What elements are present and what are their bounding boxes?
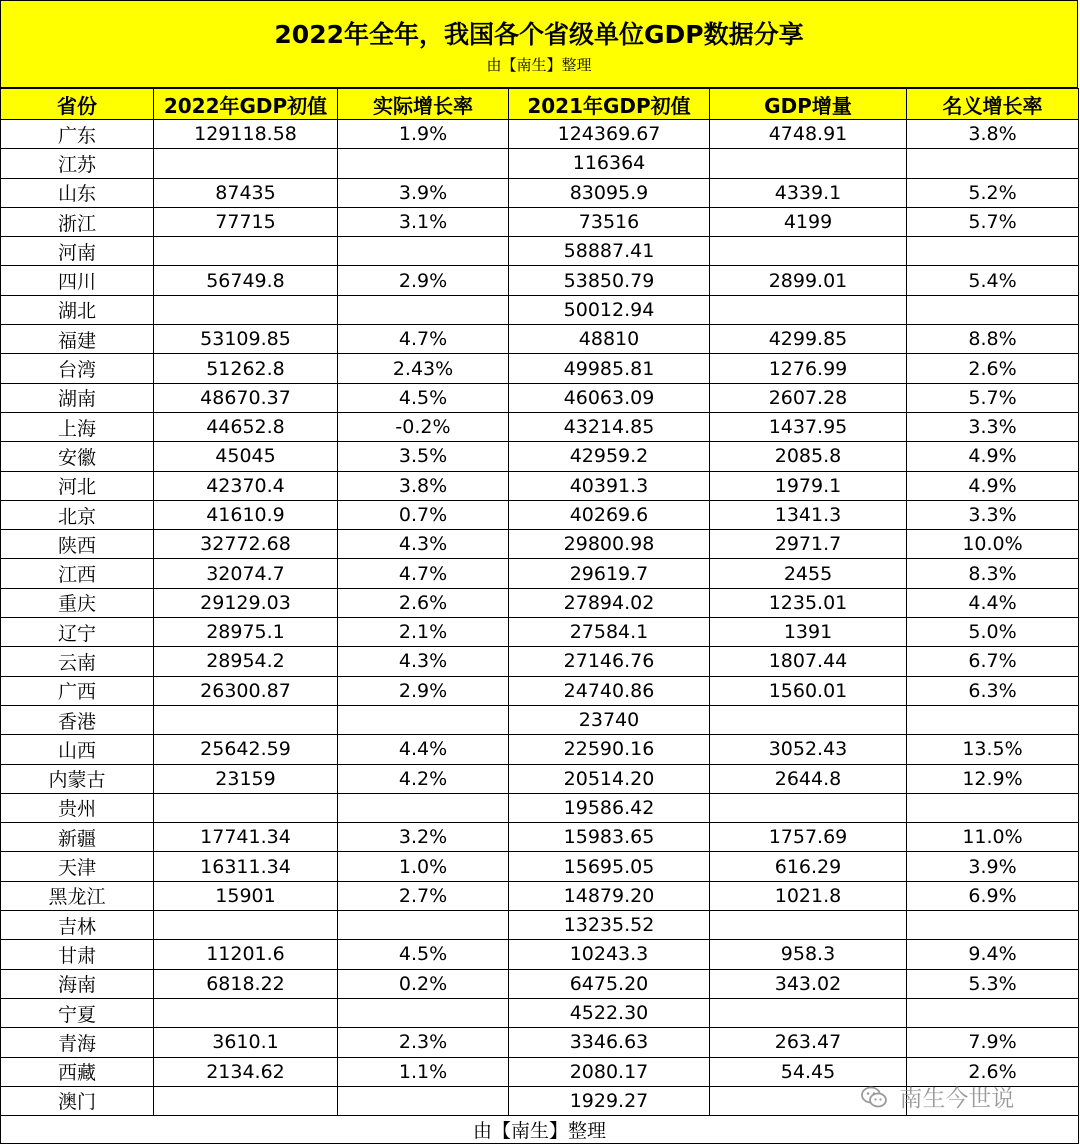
cell-nominal-growth <box>907 295 1079 324</box>
cell-province: 上海 <box>1 412 154 441</box>
cell-real-growth: 2.6% <box>338 588 509 617</box>
cell-nominal-growth: 9.4% <box>907 940 1079 969</box>
table-row <box>1 1028 1079 1057</box>
cell-gdp-2021: 13235.52 <box>509 911 710 940</box>
cell-gdp-2022 <box>154 793 338 822</box>
cell-gdp-increase: 1391 <box>710 618 907 647</box>
cell-gdp-2022 <box>154 705 338 734</box>
cell-nominal-growth: 8.3% <box>907 559 1079 588</box>
cell-gdp-increase <box>710 705 907 734</box>
cell-province: 云南 <box>1 647 154 676</box>
cell-gdp-2022 <box>154 149 338 178</box>
cell-gdp-2022: 6818.22 <box>154 969 338 998</box>
cell-gdp-2021: 22590.16 <box>509 735 710 764</box>
watermark <box>860 1080 1014 1115</box>
cell-province: 西藏 <box>1 1057 154 1086</box>
cell-gdp-increase: 616.29 <box>710 852 907 881</box>
table-row <box>1 881 1079 910</box>
cell-nominal-growth <box>907 237 1079 266</box>
cell-real-growth: 4.7% <box>338 325 509 354</box>
cell-nominal-growth <box>907 705 1079 734</box>
cell-real-growth: 2.3% <box>338 1028 509 1057</box>
column-header-gdp-2021: 2021年GDP初值 <box>509 89 710 120</box>
cell-real-growth: 3.1% <box>338 207 509 236</box>
cell-real-growth: 1.1% <box>338 1057 509 1086</box>
cell-province: 重庆 <box>1 588 154 617</box>
cell-gdp-increase: 343.02 <box>710 969 907 998</box>
cell-real-growth: 2.9% <box>338 266 509 295</box>
page-subtitle: 由【南生】整理 <box>486 56 592 74</box>
cell-real-growth <box>338 793 509 822</box>
cell-province: 广西 <box>1 676 154 705</box>
table-row <box>1 618 1079 647</box>
cell-province: 香港 <box>1 705 154 734</box>
cell-real-growth: 4.7% <box>338 559 509 588</box>
cell-gdp-2022: 28975.1 <box>154 618 338 647</box>
cell-nominal-growth <box>907 911 1079 940</box>
cell-nominal-growth: 5.4% <box>907 266 1079 295</box>
cell-province: 天津 <box>1 852 154 881</box>
cell-gdp-2021: 29800.98 <box>509 530 710 559</box>
cell-province: 河北 <box>1 471 154 500</box>
wechat-icon <box>860 1085 888 1115</box>
cell-gdp-2022 <box>154 237 338 266</box>
cell-gdp-2021: 15695.05 <box>509 852 710 881</box>
cell-province: 山东 <box>1 178 154 207</box>
cell-real-growth: 4.2% <box>338 764 509 793</box>
cell-gdp-2022: 29129.03 <box>154 588 338 617</box>
cell-nominal-growth: 3.3% <box>907 500 1079 529</box>
cell-province: 陕西 <box>1 530 154 559</box>
cell-gdp-2022: 87435 <box>154 178 338 207</box>
cell-nominal-growth: 3.3% <box>907 412 1079 441</box>
cell-gdp-2022: 11201.6 <box>154 940 338 969</box>
cell-province: 甘肃 <box>1 940 154 969</box>
cell-real-growth: 3.9% <box>338 178 509 207</box>
cell-gdp-2021: 48810 <box>509 325 710 354</box>
cell-province: 湖南 <box>1 383 154 412</box>
table-row <box>1 500 1079 529</box>
cell-nominal-growth: 3.9% <box>907 852 1079 881</box>
cell-gdp-increase: 4339.1 <box>710 178 907 207</box>
cell-real-growth: -0.2% <box>338 412 509 441</box>
cell-nominal-growth <box>907 793 1079 822</box>
table-row <box>1 940 1079 969</box>
cell-real-growth: 2.43% <box>338 354 509 383</box>
column-header-nominal-growth: 名义增长率 <box>907 89 1079 120</box>
cell-gdp-2021: 53850.79 <box>509 266 710 295</box>
cell-province: 澳门 <box>1 1086 154 1115</box>
cell-gdp-2022 <box>154 1086 338 1115</box>
table-row <box>1 735 1079 764</box>
cell-gdp-2022: 16311.34 <box>154 852 338 881</box>
cell-province: 北京 <box>1 500 154 529</box>
table-row <box>1 178 1079 207</box>
table-row <box>1 207 1079 236</box>
table-row <box>1 676 1079 705</box>
cell-nominal-growth: 6.7% <box>907 647 1079 676</box>
gdp-table <box>0 88 1079 1144</box>
cell-real-growth <box>338 998 509 1027</box>
footer-note: 由【南生】整理 <box>1 1116 1079 1144</box>
cell-real-growth: 3.2% <box>338 823 509 852</box>
cell-province: 吉林 <box>1 911 154 940</box>
cell-real-growth: 4.4% <box>338 735 509 764</box>
cell-gdp-increase: 1235.01 <box>710 588 907 617</box>
cell-gdp-2022: 44652.8 <box>154 412 338 441</box>
table-row <box>1 149 1079 178</box>
table-row <box>1 442 1079 471</box>
cell-gdp-increase: 2971.7 <box>710 530 907 559</box>
cell-province: 台湾 <box>1 354 154 383</box>
cell-gdp-2022: 3610.1 <box>154 1028 338 1057</box>
cell-province: 海南 <box>1 969 154 998</box>
cell-nominal-growth: 11.0% <box>907 823 1079 852</box>
cell-real-growth: 4.5% <box>338 383 509 412</box>
cell-nominal-growth: 4.4% <box>907 588 1079 617</box>
cell-real-growth <box>338 237 509 266</box>
table-row <box>1 998 1079 1027</box>
cell-nominal-growth <box>907 998 1079 1027</box>
cell-province: 内蒙古 <box>1 764 154 793</box>
table-row <box>1 969 1079 998</box>
cell-gdp-increase: 4299.85 <box>710 325 907 354</box>
cell-real-growth: 3.5% <box>338 442 509 471</box>
cell-gdp-2021: 27146.76 <box>509 647 710 676</box>
cell-gdp-increase <box>710 998 907 1027</box>
cell-nominal-growth: 13.5% <box>907 735 1079 764</box>
cell-nominal-growth: 5.0% <box>907 618 1079 647</box>
cell-gdp-2021: 83095.9 <box>509 178 710 207</box>
table-row <box>1 588 1079 617</box>
cell-gdp-2021: 14879.20 <box>509 881 710 910</box>
cell-nominal-growth: 6.3% <box>907 676 1079 705</box>
cell-gdp-increase: 1341.3 <box>710 500 907 529</box>
cell-real-growth: 4.5% <box>338 940 509 969</box>
cell-nominal-growth: 7.9% <box>907 1028 1079 1057</box>
cell-gdp-2021: 2080.17 <box>509 1057 710 1086</box>
cell-nominal-growth: 12.9% <box>907 764 1079 793</box>
table-row <box>1 764 1079 793</box>
cell-gdp-increase: 263.47 <box>710 1028 907 1057</box>
cell-gdp-2022: 45045 <box>154 442 338 471</box>
cell-gdp-2021: 116364 <box>509 149 710 178</box>
table-row <box>1 530 1079 559</box>
cell-gdp-increase: 3052.43 <box>710 735 907 764</box>
cell-gdp-increase: 4199 <box>710 207 907 236</box>
table-row <box>1 647 1079 676</box>
cell-gdp-2022 <box>154 295 338 324</box>
cell-nominal-growth: 4.9% <box>907 442 1079 471</box>
cell-nominal-growth: 5.7% <box>907 207 1079 236</box>
table-row <box>1 354 1079 383</box>
cell-province: 辽宁 <box>1 618 154 647</box>
cell-gdp-increase: 1560.01 <box>710 676 907 705</box>
cell-real-growth: 0.2% <box>338 969 509 998</box>
cell-province: 四川 <box>1 266 154 295</box>
cell-gdp-2021: 40269.6 <box>509 500 710 529</box>
cell-gdp-2022: 17741.34 <box>154 823 338 852</box>
table-row <box>1 705 1079 734</box>
table-row <box>1 471 1079 500</box>
cell-gdp-2021: 10243.3 <box>509 940 710 969</box>
cell-province: 黑龙江 <box>1 881 154 910</box>
cell-province: 河南 <box>1 237 154 266</box>
table-row <box>1 383 1079 412</box>
cell-gdp-2021: 19586.42 <box>509 793 710 822</box>
cell-real-growth: 1.0% <box>338 852 509 881</box>
cell-gdp-2021: 20514.20 <box>509 764 710 793</box>
cell-gdp-increase <box>710 295 907 324</box>
cell-gdp-2021: 24740.86 <box>509 676 710 705</box>
cell-gdp-2022: 32074.7 <box>154 559 338 588</box>
cell-gdp-2022: 23159 <box>154 764 338 793</box>
cell-gdp-2022 <box>154 911 338 940</box>
cell-gdp-2021: 23740 <box>509 705 710 734</box>
cell-gdp-2022: 51262.8 <box>154 354 338 383</box>
table-row <box>1 295 1079 324</box>
cell-real-growth <box>338 705 509 734</box>
cell-gdp-increase: 2607.28 <box>710 383 907 412</box>
cell-gdp-2022: 48670.37 <box>154 383 338 412</box>
cell-nominal-growth: 2.6% <box>907 1057 1079 1086</box>
cell-gdp-2022: 42370.4 <box>154 471 338 500</box>
table-row <box>1 793 1079 822</box>
cell-gdp-2022: 15901 <box>154 881 338 910</box>
cell-gdp-increase: 2455 <box>710 559 907 588</box>
table-row <box>1 325 1079 354</box>
cell-gdp-2021: 4522.30 <box>509 998 710 1027</box>
column-header-gdp-2022: 2022年GDP初值 <box>154 89 338 120</box>
cell-gdp-2021: 15983.65 <box>509 823 710 852</box>
cell-real-growth: 4.3% <box>338 647 509 676</box>
cell-province: 宁夏 <box>1 998 154 1027</box>
cell-gdp-2021: 1929.27 <box>509 1086 710 1115</box>
cell-province: 江苏 <box>1 149 154 178</box>
cell-gdp-increase: 1276.99 <box>710 354 907 383</box>
cell-gdp-2022: 26300.87 <box>154 676 338 705</box>
cell-gdp-2021: 50012.94 <box>509 295 710 324</box>
cell-province: 安徽 <box>1 442 154 471</box>
cell-gdp-increase: 54.45 <box>710 1057 907 1086</box>
cell-province: 江西 <box>1 559 154 588</box>
cell-gdp-2021: 29619.7 <box>509 559 710 588</box>
cell-real-growth: 0.7% <box>338 500 509 529</box>
cell-real-growth <box>338 911 509 940</box>
cell-nominal-growth: 10.0% <box>907 530 1079 559</box>
cell-gdp-2022: 129118.58 <box>154 120 338 149</box>
cell-province: 贵州 <box>1 793 154 822</box>
table-row <box>1 823 1079 852</box>
cell-gdp-increase: 1437.95 <box>710 412 907 441</box>
cell-gdp-2022: 41610.9 <box>154 500 338 529</box>
table-header-row <box>1 89 1079 120</box>
cell-gdp-2021: 43214.85 <box>509 412 710 441</box>
page-title: 2022年全年，我国各个省级单位GDP数据分享 <box>274 20 804 49</box>
table-row <box>1 120 1079 149</box>
cell-real-growth: 2.9% <box>338 676 509 705</box>
column-header-gdp-increase: GDP增量 <box>710 89 907 120</box>
cell-gdp-increase: 1021.8 <box>710 881 907 910</box>
cell-gdp-2021: 42959.2 <box>509 442 710 471</box>
cell-gdp-increase <box>710 793 907 822</box>
title-banner <box>0 0 1078 88</box>
cell-gdp-2021: 6475.20 <box>509 969 710 998</box>
cell-gdp-2021: 73516 <box>509 207 710 236</box>
cell-nominal-growth: 5.3% <box>907 969 1079 998</box>
watermark-text: 南生今世说 <box>899 1086 1015 1112</box>
cell-gdp-2022: 25642.59 <box>154 735 338 764</box>
cell-nominal-growth: 2.6% <box>907 354 1079 383</box>
cell-real-growth: 2.1% <box>338 618 509 647</box>
cell-gdp-increase: 1807.44 <box>710 647 907 676</box>
table-row <box>1 237 1079 266</box>
cell-province: 青海 <box>1 1028 154 1057</box>
cell-province: 山西 <box>1 735 154 764</box>
table-row <box>1 852 1079 881</box>
cell-gdp-increase: 2085.8 <box>710 442 907 471</box>
cell-gdp-increase <box>710 149 907 178</box>
table-row <box>1 266 1079 295</box>
cell-province: 广东 <box>1 120 154 149</box>
cell-gdp-2021: 40391.3 <box>509 471 710 500</box>
cell-province: 湖北 <box>1 295 154 324</box>
table-footer-row <box>1 1116 1079 1144</box>
table-row <box>1 412 1079 441</box>
cell-gdp-2022 <box>154 998 338 1027</box>
cell-real-growth: 4.3% <box>338 530 509 559</box>
cell-real-growth: 3.8% <box>338 471 509 500</box>
table-body <box>1 120 1079 1116</box>
cell-gdp-increase: 1979.1 <box>710 471 907 500</box>
cell-gdp-increase: 1757.69 <box>710 823 907 852</box>
cell-gdp-2021: 124369.67 <box>509 120 710 149</box>
cell-gdp-2021: 46063.09 <box>509 383 710 412</box>
table-row <box>1 559 1079 588</box>
cell-real-growth: 1.9% <box>338 120 509 149</box>
cell-gdp-increase: 2899.01 <box>710 266 907 295</box>
cell-gdp-2022: 32772.68 <box>154 530 338 559</box>
column-header-real-growth: 实际增长率 <box>338 89 509 120</box>
cell-real-growth <box>338 1086 509 1115</box>
cell-nominal-growth: 6.9% <box>907 881 1079 910</box>
cell-nominal-growth <box>907 149 1079 178</box>
cell-gdp-increase <box>710 237 907 266</box>
cell-province: 福建 <box>1 325 154 354</box>
cell-nominal-growth: 3.8% <box>907 120 1079 149</box>
cell-real-growth <box>338 149 509 178</box>
cell-province: 浙江 <box>1 207 154 236</box>
table-row <box>1 911 1079 940</box>
cell-nominal-growth: 5.7% <box>907 383 1079 412</box>
cell-gdp-increase: 4748.91 <box>710 120 907 149</box>
cell-gdp-2021: 58887.41 <box>509 237 710 266</box>
cell-gdp-2022: 2134.62 <box>154 1057 338 1086</box>
cell-gdp-2021: 27894.02 <box>509 588 710 617</box>
cell-nominal-growth: 8.8% <box>907 325 1079 354</box>
cell-gdp-2022: 56749.8 <box>154 266 338 295</box>
cell-gdp-increase: 2644.8 <box>710 764 907 793</box>
cell-gdp-increase: 958.3 <box>710 940 907 969</box>
cell-gdp-2022: 77715 <box>154 207 338 236</box>
cell-gdp-2022: 53109.85 <box>154 325 338 354</box>
cell-gdp-2021: 49985.81 <box>509 354 710 383</box>
cell-province: 新疆 <box>1 823 154 852</box>
cell-real-growth: 2.7% <box>338 881 509 910</box>
column-header-province: 省份 <box>1 89 154 120</box>
cell-gdp-2022: 28954.2 <box>154 647 338 676</box>
cell-gdp-2021: 3346.63 <box>509 1028 710 1057</box>
cell-real-growth <box>338 295 509 324</box>
cell-nominal-growth: 4.9% <box>907 471 1079 500</box>
cell-nominal-growth: 5.2% <box>907 178 1079 207</box>
cell-gdp-2021: 27584.1 <box>509 618 710 647</box>
cell-gdp-increase <box>710 911 907 940</box>
